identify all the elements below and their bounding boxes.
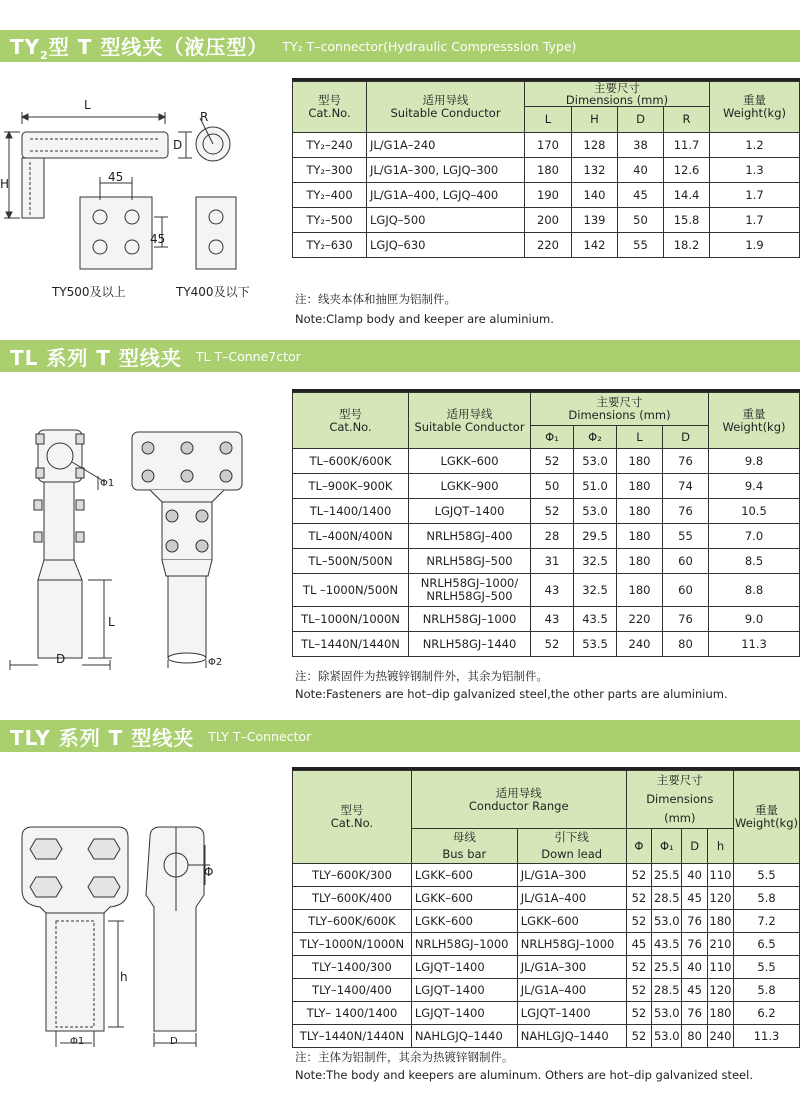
section-title-cn: TLY 系列 T 型线夹 (10, 725, 195, 750)
tly-drawing (0, 815, 285, 1060)
dim-D-label: D (56, 652, 66, 666)
section-header-tly (0, 720, 800, 752)
note-cn: 注：除紧固件为热镀锌钢制件外，其余为铝制件。 (295, 669, 548, 683)
section-title-en: TLY T–Connector (208, 728, 312, 744)
table-row: TLY–600K/300 LGKK–600 JL/G1A–300 52 25.5 40 110 5.5 (293, 864, 800, 887)
table-row: TLY–1440N/1440N NAHLGJQ–1440 NAHLGJQ–1440 52 53.0 80 240 11.3 (293, 1025, 800, 1048)
hdr-dimensions: 主要尺寸 Dimensions (mm) (531, 393, 709, 426)
table-row: TY₂–300 JL/G1A–300, LGJQ–300 180 132 40 12.6 1.3 (293, 158, 800, 183)
hdr-D: D (663, 426, 709, 449)
ty2-drawing (0, 92, 285, 302)
section-header-ty2 (0, 30, 800, 62)
section-title-en: TY₂ T–connector(Hydraulic Compresssion Type) (282, 38, 577, 54)
table-row: TY₂–500 LGJQ–500 200 139 50 15.8 1.7 (293, 208, 800, 233)
caption-ty400: TY400及以下 (176, 285, 250, 299)
hdr-phi: Φ (626, 829, 652, 864)
table-row: TL–600K/600K LGKK–600 52 53.0 180 76 9.8 (293, 449, 800, 474)
dim-D-label: D (170, 1036, 178, 1047)
hdr-R: R (664, 107, 710, 133)
hdr-L: L (617, 426, 663, 449)
hdr-phi1: Φ₁ (652, 829, 682, 864)
table-row: TL–1000N/1000N NRLH58GJ–1000 43 43.5 220 76 9.0 (293, 607, 800, 632)
caption-ty500: TY500及以上 (52, 285, 126, 299)
tly-table (292, 770, 800, 1048)
table-row: TL–1400/1400 LGJQT–1400 52 53.0 180 76 10.5 (293, 499, 800, 524)
note-en: Note:Fasteners are hot–dip galvanized steel,the other parts are aluminium. (295, 687, 728, 701)
hdr-weight: 重量 Weight(kg) (709, 393, 800, 449)
table-row: TLY–600K/600K LGKK–600 LGKK–600 52 53.0 76 180 7.2 (293, 910, 800, 933)
table-row: TY₂–400 JL/G1A–400, LGJQ–400 190 140 45 14.4 1.7 (293, 183, 800, 208)
section-header-tl (0, 340, 800, 372)
table-row: TLY–1000N/1000N NRLH58GJ–1000 NRLH58GJ–1000 45 43.5 76 210 6.5 (293, 933, 800, 956)
dim-L-label: L (84, 98, 91, 112)
hdr-weight: 重量 Weight(kg) (734, 771, 800, 864)
table-row: TLY–1400/400 LGJQT–1400 JL/G1A–400 52 28.5 45 120 5.8 (293, 979, 800, 1002)
hdr-H: H (572, 107, 618, 133)
section-title-cn: TL 系列 T 型线夹 (10, 345, 182, 370)
hdr-D: D (682, 829, 708, 864)
hdr-phi1: Φ₁ (531, 426, 574, 449)
tl-table (292, 392, 800, 657)
table-row: TL–900K–900K LGKK–900 50 51.0 180 74 9.4 (293, 474, 800, 499)
tl-drawing (0, 420, 285, 680)
ty2-table (292, 81, 800, 258)
hdr-weight: 重量 Weight(kg) (710, 82, 800, 133)
note-cn: 注：线夹本体和抽匣为铝制件。 (295, 292, 456, 306)
note-en: Note:The body and keepers are aluminum. Others are hot–dip galvanized steel. (295, 1068, 753, 1082)
dim-phi1-label: Φ1 (100, 478, 115, 489)
hdr-dimensions: 主要尺寸 Dimensions (mm) (626, 771, 733, 829)
hdr-h: h (708, 829, 734, 864)
table-row: TLY– 1400/1400 LGJQT–1400 LGJQT–1400 52 53.0 76 180 6.2 (293, 1002, 800, 1025)
hdr-D: D (618, 107, 664, 133)
table-row: TLY–600K/400 LGKK–600 JL/G1A–400 52 28.5 45 120 5.8 (293, 887, 800, 910)
dim-phi-label: Φ (204, 865, 214, 879)
dim-phi1-label: Φ1 (70, 1036, 85, 1047)
hdr-model: 型号 Cat.No. (293, 771, 412, 864)
hdr-phi2: Φ₂ (574, 426, 617, 449)
hdr-conductor: 适用导线 Suitable Conductor (367, 82, 525, 133)
table-row: TY₂–630 LGJQ–630 220 142 55 18.2 1.9 (293, 233, 800, 258)
table-row: TL –1000N/500N NRLH58GJ–1000/ NRLH58GJ–500 43 32.5 180 60 8.8 (293, 574, 800, 607)
hdr-L: L (525, 107, 572, 133)
table-row: TLY–1400/300 LGJQT–1400 JL/G1A–300 52 25.5 40 110 5.5 (293, 956, 800, 979)
dim-R-label: R (200, 110, 209, 124)
dim-D-label: D (173, 138, 183, 152)
hdr-conductor: 适用导线 Conductor Range (411, 771, 626, 829)
dim-phi2-label: Φ2 (208, 657, 223, 668)
dim-45a-label: 45 (108, 170, 124, 184)
table-row: TL–400N/400N NRLH58GJ–400 28 29.5 180 55 7.0 (293, 524, 800, 549)
hdr-busbar: 母线 Bus bar (411, 829, 517, 864)
dim-45b-label: 45 (150, 232, 166, 246)
note-en: Note:Clamp body and keeper are aluminium. (295, 312, 554, 326)
hdr-model: 型号 Cat.No. (293, 393, 409, 449)
section-title-cn: $TY_2$型 T 型线夹（液压型） (10, 34, 269, 62)
table-row: TL–500N/500N NRLH58GJ–500 31 32.5 180 60 8.5 (293, 549, 800, 574)
dim-h-label: h (120, 970, 128, 984)
dim-H-label: H (0, 177, 10, 191)
table-row: TY₂–240 JL/G1A–240 170 128 38 11.7 1.2 (293, 133, 800, 158)
table-row: TL–1440N/1440N NRLH58GJ–1440 52 53.5 240 80 11.3 (293, 632, 800, 657)
hdr-dimensions: 主要尺寸 Dimensions (mm) (525, 82, 710, 107)
hdr-conductor: 适用导线 Suitable Conductor (409, 393, 531, 449)
dim-L-label: L (108, 615, 115, 629)
note-cn: 注：主体为铝制件，其余为热镀锌钢制件。 (295, 1050, 514, 1064)
hdr-model: 型号 Cat.No. (293, 82, 367, 133)
section-title-en: TL T–Conne7ctor (195, 348, 301, 364)
hdr-downlead: 引下线 Down lead (517, 829, 626, 864)
